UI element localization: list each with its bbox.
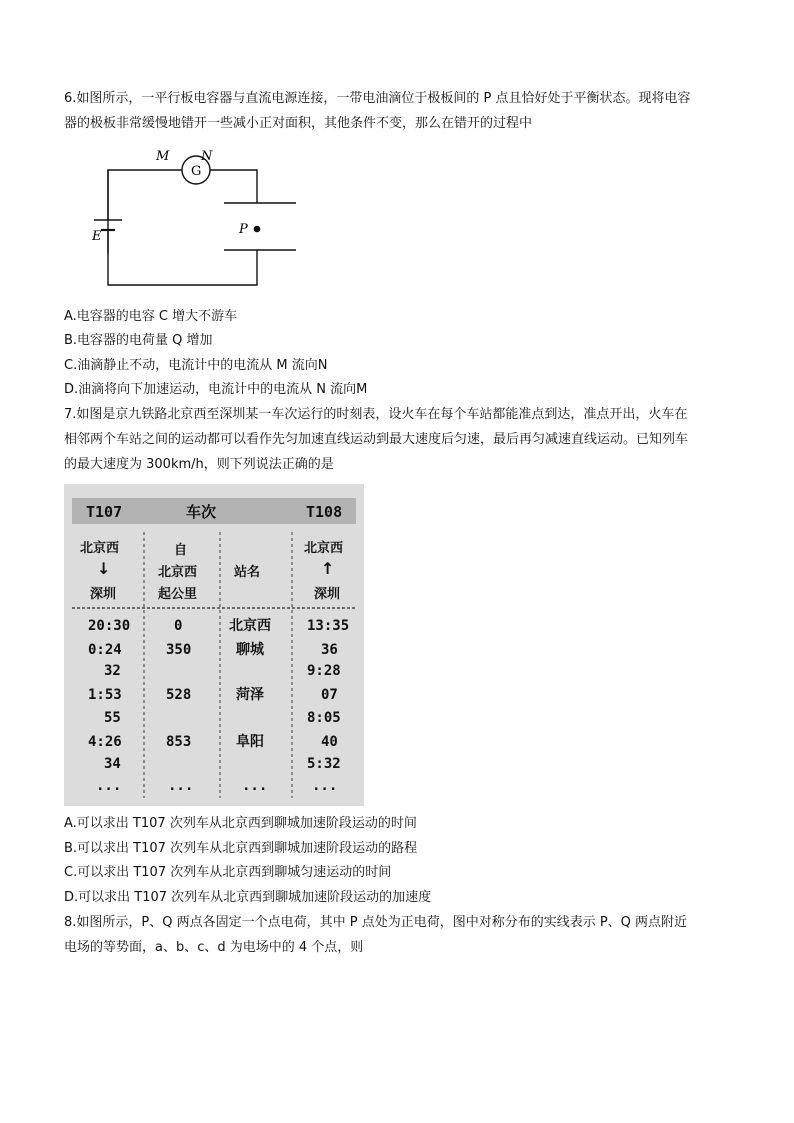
row2-t108-a: 07 <box>321 687 338 703</box>
label-m: M <box>156 149 170 164</box>
ellipsis-col1: ... <box>96 778 122 794</box>
col4-bottom: 深圳 <box>314 587 341 602</box>
col4-arrow: ↑ <box>321 559 335 578</box>
row1-t108-b: 9:28 <box>307 663 341 679</box>
col3-head: 站名 <box>234 565 261 580</box>
q7-option-b: B.可以求出 T107 次列车从北京西到聊城加速阶段运动的路程 <box>64 841 418 856</box>
q8-stem-line2: 电场的等势面，a、b、c、d 为电场中的 4 个点，则 <box>64 940 364 955</box>
q6-stem-line2: 器的极板非常缓慢地错开一些减小正对面积，其他条件不变，那么在错开的过程中 <box>64 116 533 131</box>
label-p: P <box>239 222 248 237</box>
row1-t107-a: 0:24 <box>88 642 122 658</box>
col2-line1: 自 <box>174 543 188 558</box>
ellipsis-col4: ... <box>312 778 338 794</box>
q7-option-a: A.可以求出 T107 次列车从北京西到聊城加速阶段运动的时间 <box>64 816 417 831</box>
row0-station: 北京西 <box>229 618 271 634</box>
row2-t107-a: 1:53 <box>88 687 122 703</box>
row1-t107-b: 32 <box>104 663 121 679</box>
col2-line2: 北京西 <box>158 565 198 580</box>
ellipsis-col2: ... <box>168 778 194 794</box>
q6-option-d: D.油滴将向下加速运动，电流计中的电流从 N 流向M <box>64 382 368 397</box>
row0-t107-a: 20:30 <box>88 618 131 634</box>
row3-t107-a: 4:26 <box>88 734 122 750</box>
q6-option-c: C.油滴静止不动，电流计中的电流从 M 流向N <box>64 358 328 373</box>
header-train-no: 车次 <box>186 503 217 521</box>
label-g: G <box>191 164 202 179</box>
row1-t108-a: 36 <box>321 642 338 658</box>
row0-t108-a: 13:35 <box>307 618 350 634</box>
q7-stem-line2: 相邻两个车站之间的运动都可以看作先匀加速直线运动到最大速度后匀速，最后再匀减速直线运动。已知列车 <box>64 432 689 447</box>
q8-stem-line1: 8.如图所示，P、Q 两点各固定一个点电荷，其中 P 点处为正电荷，图中对称分布的实线表示 P、Q 两点附近 <box>64 915 688 930</box>
q7-option-d: D.可以求出 T107 次列车从北京西到聊城加速阶段运动的加速度 <box>64 890 432 905</box>
row2-t107-b: 55 <box>104 710 121 726</box>
ellipsis-col3: ... <box>242 778 268 794</box>
q7-stem-line3: 的最大速度为 300km/h，则下列说法正确的是 <box>64 457 334 472</box>
row3-t108-a: 40 <box>321 734 338 750</box>
col1-top: 北京西 <box>80 541 120 556</box>
row3-station: 阜阳 <box>236 734 264 750</box>
row3-t107-b: 34 <box>104 756 121 772</box>
header-t108: T108 <box>306 503 343 521</box>
train-timetable <box>64 484 364 806</box>
q6-option-a: A.电容器的电容 C 增大不游车 <box>64 309 238 324</box>
label-e: E <box>92 229 102 244</box>
row3-km: 853 <box>166 734 192 750</box>
row2-station: 菏泽 <box>236 687 264 703</box>
capacitor-circuit-figure <box>64 138 304 290</box>
timetable-graphic <box>64 484 364 806</box>
col1-bottom: 深圳 <box>90 587 117 602</box>
col1-arrow: ↓ <box>97 559 111 578</box>
row0-km: 0 <box>174 618 183 634</box>
row3-t108-b: 5:32 <box>307 756 341 772</box>
q7-stem-line1: 7.如图是京九铁路北京西至深圳某一车次运行的时刻表，设火车在每个车站都能准点到达，准点开出，火车在 <box>64 407 688 422</box>
oil-drop-dot <box>254 226 261 233</box>
row2-km: 528 <box>166 687 192 703</box>
col2-line3: 起公里 <box>158 587 198 602</box>
label-n: N <box>201 149 213 164</box>
col4-top: 北京西 <box>304 541 344 556</box>
row1-km: 350 <box>166 642 192 658</box>
q6-option-b: B.电容器的电荷量 Q 增加 <box>64 333 213 348</box>
row1-station: 聊城 <box>236 642 264 658</box>
q7-option-c: C.可以求出 T107 次列车从北京西到聊城匀速运动的时间 <box>64 865 392 880</box>
q6-stem-line1: 6.如图所示，一平行板电容器与直流电源连接，一带电油滴位于极板间的 P 点且恰好处于平衡状态。现将电容 <box>64 91 691 106</box>
header-t107: T107 <box>86 503 123 521</box>
row2-t108-b: 8:05 <box>307 710 341 726</box>
